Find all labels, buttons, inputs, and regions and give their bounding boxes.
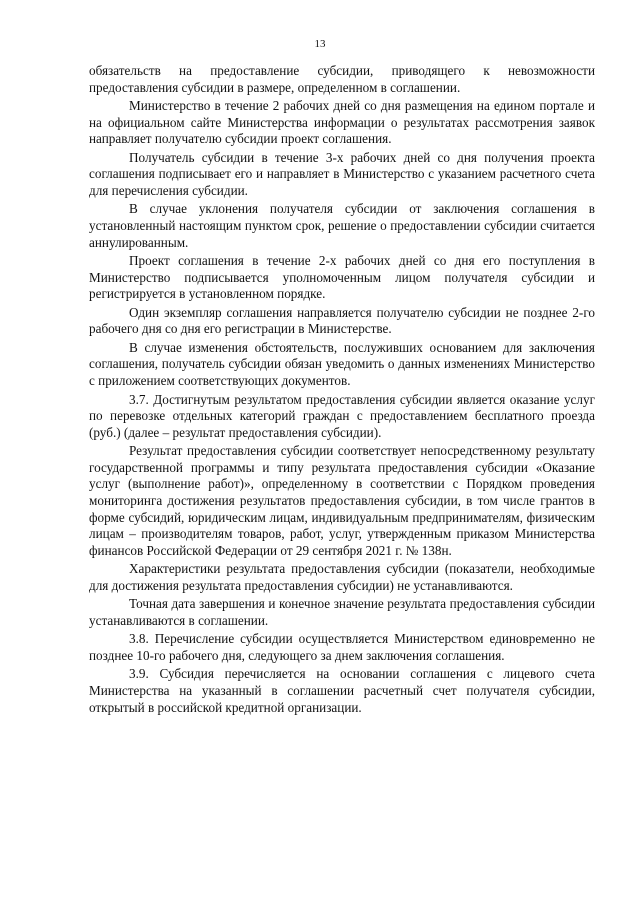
paragraph-evasion: В случае уклонения получателя субсидии от заключения соглашения в установленный настоящим пунктом срок, решение о предоставлении субсидии считается аннулированным.	[89, 201, 595, 250]
paragraph-3-8: 3.8. Перечисление субсидии осуществляется Министерством единовременно не позднее 10-го рабочего дня, следующего за днем заключения соглашения.	[89, 631, 595, 663]
paragraph-signing: Получатель субсидии в течение 3-х рабочих дней со дня получения проекта соглашения подписывает его и направляет в Министерство с указанием расчетного счета для перечисления субсидии.	[89, 149, 595, 198]
paragraph-result: Результат предоставления субсидии соответствует непосредственному результату государственной программы и типу результата предоставления субсидии «Оказание услуг (выполнение работ)», определенному в соответствии с Порядком проведения мониторинга достижения результатов предоставления субсидии, в том числе грантов в форме субсидий, юридическим лицам, индивидуальным предпринимателям, физическим лицам – производителям товаров, работ, услуг, утвержденным приказом Министерства финансов Российской Федерации от 29 сентября 2021 г. № 138н.	[89, 443, 595, 558]
paragraph-draft-agreement: Министерство в течение 2 рабочих дней со дня размещения на едином портале и на официальном сайте Министерства информации о результатах рассмотрения заявок направляет получателю субсидии проект соглашения.	[89, 98, 595, 147]
paragraph-exact-date: Точная дата завершения и конечное значение результата предоставления субсидии устанавливаются в соглашении.	[89, 596, 595, 628]
page-number: 13	[314, 38, 326, 50]
paragraph-characteristics: Характеристики результата предоставления субсидии (показатели, необходимые для достижения результата предоставления субсидии) не устанавливаются.	[89, 561, 595, 593]
paragraph-registration: Проект соглашения в течение 2-х рабочих дней со дня его поступления в Министерство подписывается уполномоченным лицом получателя субсидии и регистрируется в установленном порядке.	[89, 253, 595, 302]
paragraph-3-7: 3.7. Достигнутым результатом предоставления субсидии является оказание услуг по перевозке отдельных категорий граждан с предоставлением бесплатного проезда (руб.) (далее – результат предоставления субсидии).	[89, 391, 595, 440]
paragraph-changes: В случае изменения обстоятельств, послуживших основанием для заключения соглашения, получатель субсидии обязан уведомить о данных изменениях Министерство с приложением соответствующих документов.	[89, 339, 595, 389]
paragraph-3-9: 3.9. Субсидия перечисляется на основании соглашения с лицевого счета Министерства на указанный в соглашении расчетный счет получателя субсидии, открытый в российской кредитной организации.	[89, 666, 595, 715]
document-body	[89, 63, 595, 716]
paragraph-continuation: обязательств на предоставление субсидии, приводящего к невозможности предоставления субсидии в размере, определенном в соглашении.	[89, 63, 595, 95]
paragraph-copy: Один экземпляр соглашения направляется получателю субсидии не позднее 2-го рабочего дня со дня его регистрации в Министерстве.	[89, 304, 595, 337]
